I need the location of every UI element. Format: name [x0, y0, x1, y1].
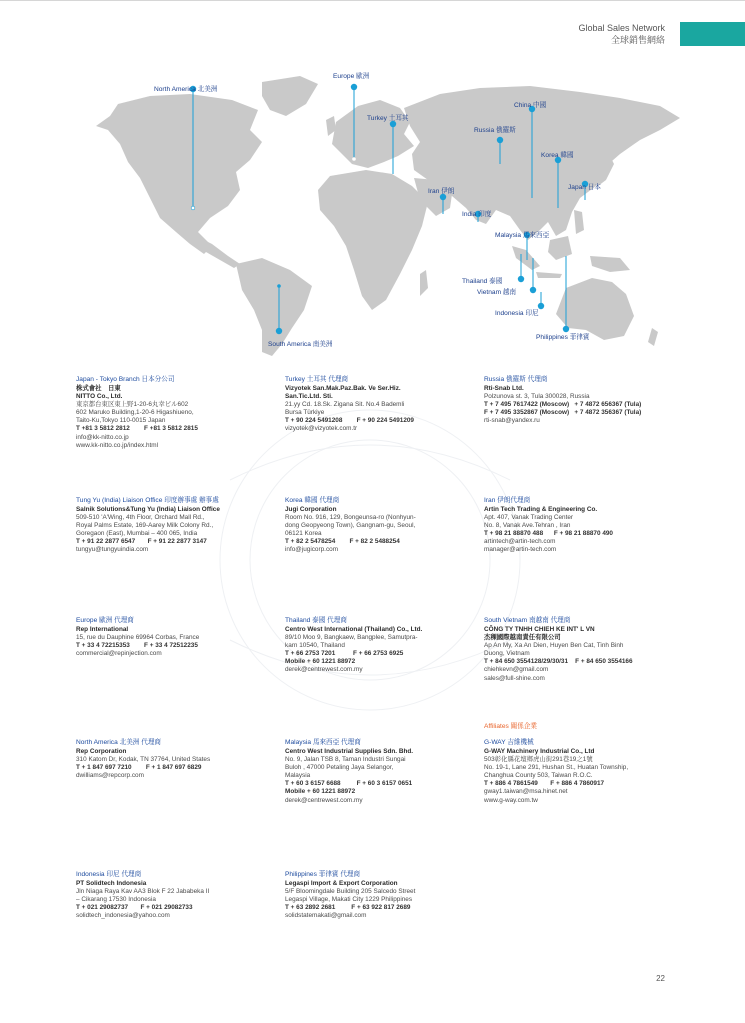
entry-iran-email2[interactable]: manager@artin-tech.com — [484, 546, 557, 554]
entry-malaysia — [285, 738, 485, 805]
label-china: China 中國 — [514, 102, 547, 109]
java-shape — [536, 272, 562, 278]
asia-shape — [404, 86, 680, 240]
entry-vietnam-address: Ap An My, Xa An Dien, Huyen Ben Cat, Tinh Binh Duong, Vietnam — [484, 642, 624, 658]
entry-gway-address: 503彰化縣花壇鄉虎山街291巷19之1號 No. 19-1, Lane 291, Hushan St., Huatan Township, Changhua County 503, Taiwan R.O.C. — [484, 756, 629, 780]
entry-vietnam — [484, 616, 694, 683]
entry-india-tel: T + 91 22 2877 6547 F + 91 22 2877 3147 — [76, 538, 207, 546]
pin-north-america-end — [191, 206, 195, 210]
pin-indonesia — [538, 303, 544, 309]
entry-korea-tel: T + 82 2 5478254 F + 82 2 5488254 — [285, 538, 400, 546]
entry-japan-address: 東京都台東区東上野1-20-6丸幸ビル602 602 Maruko Building,1-20-6 Higashiueno, Taito-Ku,Tokyo 110-0015 Japan — [76, 401, 194, 425]
entry-japan-title: Japan - Tokyo Branch 日本分公司 — [76, 376, 175, 383]
entry-malaysia-email[interactable]: derek@centrewest.com.my — [285, 796, 363, 804]
madagascar-shape — [420, 270, 428, 296]
entry-gway-title: G-WAY 吉維機械 — [484, 739, 534, 746]
entry-turkey-email[interactable]: vizyotek@vizyotek.com.tr — [285, 425, 358, 433]
header-accent-tab — [680, 22, 745, 46]
new-zealand-shape — [648, 328, 658, 346]
entry-korea-address: Room No. 916, 129, Bongeunsa-ro (Nonhyun- dong Geopyeong Town), Gangnam-gu, Seoul, 06121 Korea — [285, 514, 416, 538]
entry-turkey-address: 21.yy Cd. 18.Sk. Zigana Sit. No.4 Bademli Bursa Türkiye — [285, 401, 405, 417]
entry-turkey-company: Vizyotek San.Mak.Paz.Bak. Ve Ser.Hiz. San.Tic.Ltd. Sti. — [285, 385, 401, 401]
entry-vietnam-company: CÔNG TY TNHH CHIEH KE INT' L VN 杰稞國際越南責任有限公司 — [484, 626, 595, 642]
entry-north-america-tel: T + 1 847 697 7210 F + 1 847 697 6829 — [76, 764, 202, 772]
entry-vietnam-title: South Vietnam 南越南 代理商 — [484, 617, 571, 624]
entry-japan-web[interactable]: www.kk-nitto.co.jp/index.html — [76, 441, 159, 449]
europe-shape — [332, 100, 414, 168]
entry-indonesia-address: Jln Niaga Raya Kav AA3 Blok F 22 Jababeka II – Cikarang 17530 Indonesia — [76, 888, 210, 904]
entry-north-america-email[interactable]: dwilliams@repcorp.com — [76, 772, 144, 780]
entry-japan-tel: T +81 3 5812 2812 F +81 3 5812 2815 — [76, 425, 198, 433]
philippines-shape — [574, 210, 584, 234]
greenland-shape — [262, 76, 318, 116]
entry-russia-address: Polzunova st. 3, Tula 300028, Russia — [484, 393, 590, 401]
pin-philippines — [563, 326, 569, 332]
entry-malaysia-title: Malaysia 馬來西亞 代理商 — [285, 739, 361, 746]
entry-thailand — [285, 616, 485, 675]
entry-gway-web[interactable]: www.g-way.com.tw — [484, 796, 538, 804]
entry-malaysia-company: Centro West Industrial Supplies Sdn. Bhd. — [285, 748, 414, 755]
entry-iran-address: Apt. 407, Vanak Trading Center No. 8, Vanak Ave.Tehran , Iran — [484, 514, 574, 530]
entry-north-america-company: Rep Corporation — [76, 748, 127, 755]
borneo-shape — [548, 236, 572, 260]
entry-indonesia-company: PT Solidtech Indonesia — [76, 880, 147, 887]
entry-north-america — [76, 738, 276, 780]
entry-thailand-title: Thailand 泰國 代理商 — [285, 617, 347, 624]
entry-philippines-email[interactable]: solidstatemakati@gmail.com — [285, 912, 367, 920]
label-indonesia: Indonesia 印尼 — [495, 310, 539, 317]
header-title-zh: 全球銷售網絡 — [610, 35, 665, 45]
entry-russia-tel: T + 7 495 7617422 (Moscow) + 7 4872 656367 (Tula) F + 7 495 3352867 (Moscow) + 7 4872 356367 (Tula) — [484, 401, 642, 417]
entry-japan-company: 株式會社 日東 NITTO Co., Ltd. — [76, 385, 123, 401]
entry-iran-title: Iran 伊朗代理商 — [484, 497, 531, 504]
entry-korea-email[interactable]: info@jugicorp.com — [285, 546, 339, 554]
entry-north-america-title: North America 北美洲 代理商 — [76, 739, 162, 746]
pin-europe — [351, 84, 357, 90]
label-iran: Iran 伊朗 — [428, 188, 455, 195]
entry-indonesia-email[interactable]: solidtech_indonesia@yahoo.com — [76, 912, 170, 920]
entry-north-america-address: 310 Katom Dr, Kodak, TN 37764, United States — [76, 756, 211, 764]
label-vietnam: Vietnam 越南 — [477, 289, 517, 296]
new-guinea-shape — [590, 256, 630, 272]
entry-gway-tel: T + 886 4 7861549 F + 886 4 7860917 — [484, 780, 605, 788]
label-korea: Korea 韓國 — [541, 152, 574, 159]
label-russia: Russia 俄羅斯 — [474, 127, 516, 134]
entry-thailand-address: 89/10 Moo 9, Bangkaew, Bangplee, Samutpra- karn 10540, Thailand — [285, 634, 418, 650]
label-turkey: Turkey 土耳其 — [367, 115, 409, 122]
entry-korea — [285, 496, 485, 555]
entry-korea-title: Korea 韓國 代理商 — [285, 497, 340, 504]
entry-vietnam-email[interactable]: chiehkevn@gmail.com — [484, 666, 549, 674]
affiliates-heading: Affiliates 關係企業 — [484, 723, 538, 730]
top-rule — [0, 0, 745, 1]
entry-philippines-title: Philippines 菲律賓 代理商 — [285, 871, 361, 878]
pin-south-america — [276, 328, 282, 334]
entry-russia-company: Rti-Snab Ltd. — [484, 385, 524, 392]
entry-india-email[interactable]: tungyu@tungyuindia.com — [76, 546, 149, 554]
entry-thailand-tel: T + 66 2753 7201 F + 66 2753 6925 — [285, 650, 404, 658]
world-map — [0, 60, 745, 360]
entry-europe-tel: T + 33 4 72215353 F + 33 4 72512235 — [76, 642, 198, 650]
entry-philippines-tel: T + 63 2892 2681 F + 63 922 817 2689 — [285, 904, 411, 912]
entry-india-company: Salnik Solutions&Tung Yu (India) Liaison Office — [76, 506, 220, 513]
africa-shape — [318, 170, 428, 310]
entry-europe — [76, 616, 276, 658]
entry-gway-email[interactable]: gway1.taiwan@msa.hinet.net — [484, 788, 568, 796]
label-south-america: South America 南美洲 — [268, 341, 333, 348]
entry-europe-title: Europe 歐洲 代理商 — [76, 617, 134, 624]
sumatra-shape — [512, 246, 540, 270]
entry-iran-company: Artin Tech Trading & Engineering Co. — [484, 506, 598, 513]
header-title-en: Global Sales Network — [578, 23, 665, 33]
entry-turkey-tel: T + 90 224 5491208 F + 90 224 5491209 — [285, 417, 414, 425]
entry-europe-address: 15, rue du Dauphine 69964 Corbas, France — [76, 634, 200, 642]
pin-vietnam — [530, 287, 536, 293]
pin-thailand — [518, 276, 524, 282]
label-malaysia: Malaysia 馬來西亞 — [495, 232, 550, 239]
entry-indonesia-title: Indonesia 印尼 代理商 — [76, 871, 142, 878]
entry-gway-company: G-WAY Machinery Industrial Co., Ltd — [484, 748, 595, 755]
label-india: India 印度 — [462, 211, 492, 218]
label-europe: Europe 歐洲 — [333, 73, 370, 80]
entry-iran-email[interactable]: artintech@artin-tech.com — [484, 538, 556, 546]
pin-south-america-top — [277, 284, 281, 288]
entry-russia — [484, 375, 694, 425]
label-north-america: North America 北美洲 — [154, 86, 218, 93]
entry-gway — [484, 738, 694, 805]
label-philippines: Philippines 菲律賓 — [536, 334, 590, 341]
entry-europe-email[interactable]: commercial@repinjection.com — [76, 650, 162, 658]
entry-indonesia-tel: T + 021 29082737 F + 021 29082733 — [76, 904, 193, 912]
entry-japan — [76, 375, 276, 450]
entry-philippines-address: 5/F Bloomingdale Building 205 Salcedo Street Legaspi Village, Makati City 1229 Philippines — [285, 888, 416, 904]
entry-korea-company: Jugi Corporation — [285, 506, 337, 513]
north-america-shape — [96, 94, 262, 254]
entry-indonesia — [76, 870, 276, 920]
entry-iran-tel: T + 98 21 88870 488 F + 98 21 88870 490 — [484, 530, 613, 538]
entry-malaysia-tel: T + 60 3 6157 6688 F + 60 3 6157 0651 — [285, 780, 413, 788]
page-header — [578, 22, 665, 46]
entry-india-address: 509-510 'A'Wing, 4th Floor, Orchard Mall Rd., Royal Palms Estate, 169-Aarey Milk Colony Rd., Goregaon (East), Mumbai – 400 065, India — [76, 514, 214, 538]
entry-thailand-company: Centro West International (Thailand) Co., Ltd. — [285, 626, 423, 633]
entry-malaysia-mobile: Mobile + 60 1221 88972 — [285, 788, 356, 796]
entry-philippines — [285, 870, 485, 920]
page-number: 22 — [656, 974, 665, 983]
pin-russia — [497, 137, 503, 143]
pin-europe-end — [352, 157, 356, 161]
entry-vietnam-tel: T + 84 650 3554128/29/30/31 F + 84 650 3554166 — [484, 658, 633, 666]
label-thailand: Thailand 泰國 — [462, 278, 503, 285]
entry-iran — [484, 496, 684, 555]
entry-vietnam-email2[interactable]: sales@full-shine.com — [484, 674, 545, 682]
label-japan: Japan 日本 — [568, 184, 601, 191]
entry-thailand-mobile: Mobile + 60 1221 88972 — [285, 658, 356, 666]
entry-philippines-company: Legaspi Import & Export Corporation — [285, 880, 398, 887]
entry-japan-email[interactable]: info@kk-nitto.co.jp — [76, 433, 129, 441]
entry-russia-email[interactable]: rti-snab@yandex.ru — [484, 417, 540, 425]
entry-india — [76, 496, 276, 555]
entry-russia-title: Russia 俄羅斯 代理商 — [484, 376, 548, 383]
entry-turkey-title: Turkey 土耳其 代理商 — [285, 376, 349, 383]
entry-turkey — [285, 375, 485, 434]
entry-europe-company: Rep International — [76, 626, 129, 633]
entry-malaysia-address: No. 9, Jalan TSB 8, Taman Industri Sungai Buloh , 47000 Petaling Jaya Selangor, Malaysia — [285, 756, 406, 780]
entry-thailand-email[interactable]: derek@centrewest.com.my — [285, 666, 363, 674]
entry-india-title: Tung Yu (India) Liaison Office 印度辦事處 辦事處 — [76, 497, 219, 504]
